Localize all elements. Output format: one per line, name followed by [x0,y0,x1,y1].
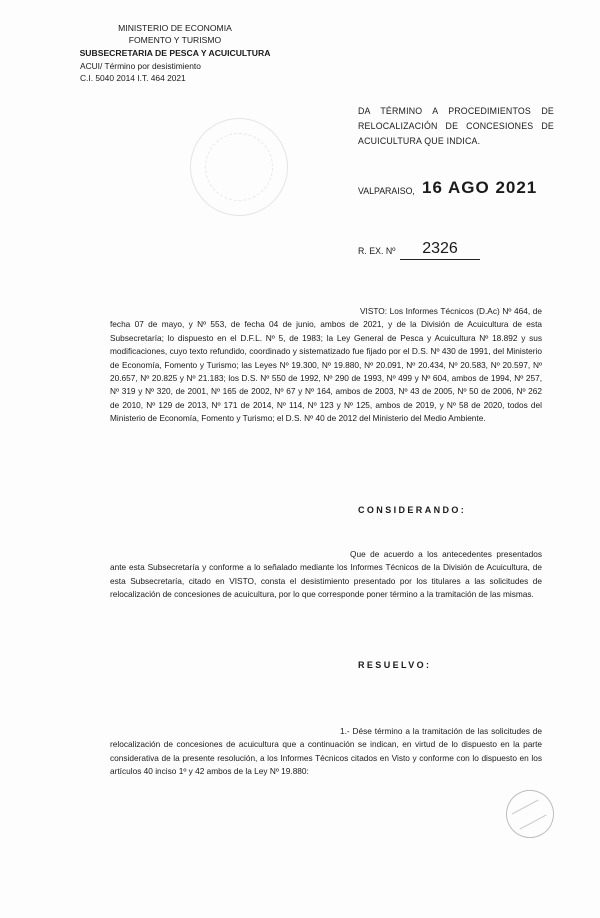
resuelvo-paragraph-1: 1.- Dése término a la tramitación de las solicitudes de relocalización de concesiones de acuicultura que a continuación se indican, en virtud de lo dispuesto en la parte considerativa de la presente resolución, a los Informes Técnicos citados en Visto y conforme con lo dispuesto en los artículos 40 inciso 1º y 42 ambos de la Ley Nº 19.880: [110,726,542,777]
rex-number: 2326 [400,240,480,260]
considerando-paragraph: Que de acuerdo a los antecedentes presentados ante esta Subsecretaría y conforme a lo señalado mediante los Informes Técnicos de la División de Acuicultura, de esta Subsecretaría, citado en VISTO, consta el desistimiento presentado por los titulares a las solicitudes de relocalización de concesiones de acuicultura, por lo que corresponde poner término a la tramitación de las mismas. [110,549,542,600]
considerando-heading: CONSIDERANDO: [358,505,467,515]
resuelvo-heading: RESUELVO: [358,660,432,670]
reference-line-1: ACUI/ Término por desistimiento [80,61,201,71]
rubber-stamp-icon [498,782,563,847]
letterhead [60,22,290,59]
reference-block [80,60,201,84]
faded-seal-icon [190,118,288,216]
visto-paragraph: VISTO: Los Informes Técnicos (D.Ac) Nº 464, de fecha 07 de mayo, y Nº 553, de fecha 04 de junio, ambos de 2021, y de la División de Acuicultura de esta Subsecretaría; lo dispuesto en el D.F.L. Nº 5, de 1983; la Ley General de Pesca y Acuicultura Nº 18.892 y sus modificaciones, cuyo texto refundido, coordinado y sistematizado fue fijado por el D.S. Nº 430 de 1991, del Ministerio de Economía, Fomento y Turismo; las Leyes Nº 19.300, Nº 19.880, Nº 20.091, Nº 20.434, Nº 20.583, Nº 20.597, Nº 20.657, Nº 20.825 y Nº 21.183; los D.S. Nº 550 de 1992, Nº 290 de 1993, Nº 499 y Nº 604, ambos de 1994, Nº 257, Nº 319 y Nº 320, de 2001, Nº 165 de 2002, Nº 67 y Nº 164, ambos de 2003, Nº 43 de 2005, Nº 50 de 2006, Nº 262 de 2010, Nº 129 de 2013, Nº 171 de 2014, Nº 114, Nº 123 y Nº 125, ambos de 2019, y Nº 58 de 2020, todos del Ministerio de Economía, Fomento y Turismo; el D.S. Nº 40 de 2012 del Ministerio del Medio Ambiente. [110,306,542,424]
reference-line-2: C.I. 5040 2014 I.T. 464 2021 [80,73,186,83]
rex-label: R. EX. Nº [358,246,396,256]
title-line-1: DA TÉRMINO A PROCEDIMIENTOS DE [358,106,554,116]
subsecretaria-name: SUBSECRETARIA DE PESCA Y ACUICULTURA [79,47,271,58]
ministry-name-2: FOMENTO Y TURISMO [128,35,222,46]
title-line-3: ACUICULTURA QUE INDICA. [358,136,481,146]
ministry-name: MINISTERIO DE ECONOMIA [118,23,232,33]
place-label: VALPARAISO, [358,186,415,196]
title-line-2: RELOCALIZACIÓN DE CONCESIONES DE [358,121,554,131]
resolution-title [358,104,554,149]
date-stamp: 16 AGO 2021 [422,178,538,197]
